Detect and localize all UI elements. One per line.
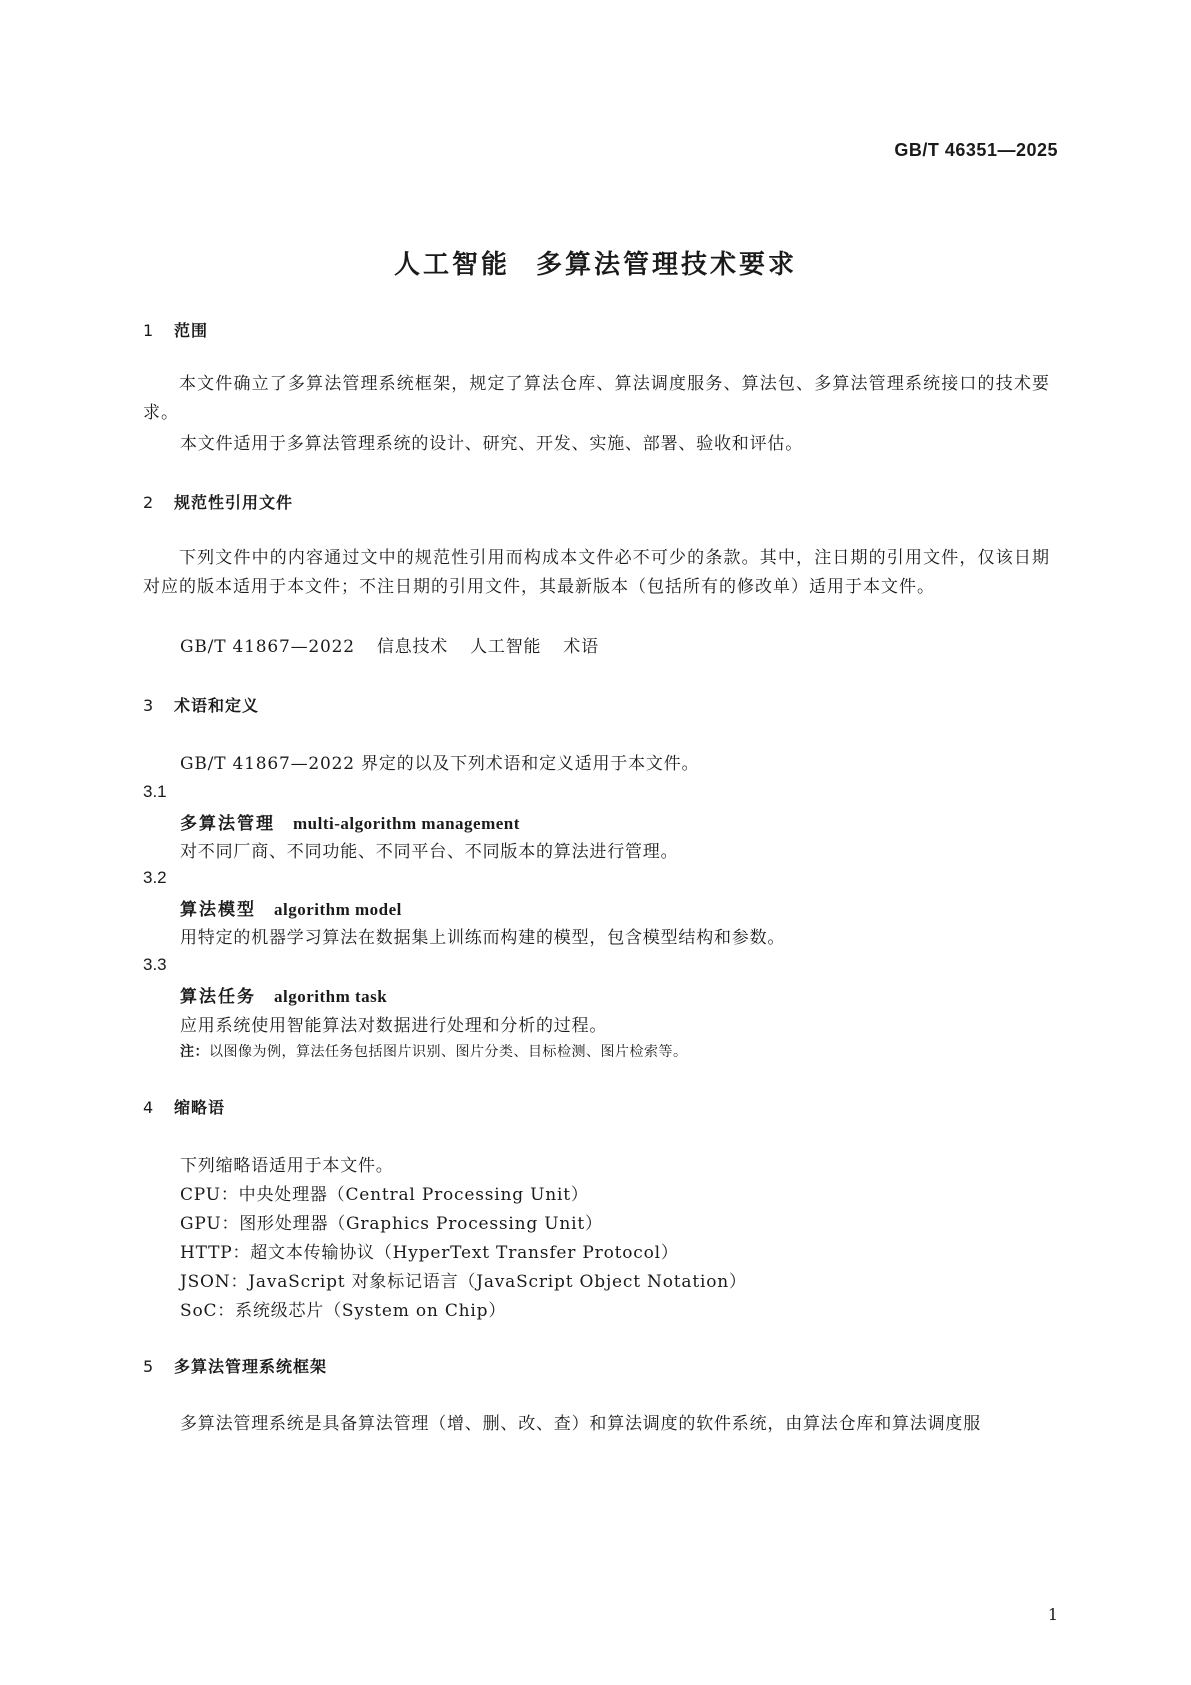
section-heading-1 — [143, 318, 208, 341]
reference-title-b: 人工智能 — [470, 637, 542, 657]
term-chinese: 多算法管理 — [180, 814, 275, 834]
term-heading — [180, 809, 520, 834]
term-english: algorithm model — [274, 900, 402, 919]
framework-paragraph: 多算法管理系统是具备算法管理（增、删、改、查）和算法调度的软件系统，由算法仓库和算法调度服 — [180, 1414, 981, 1434]
reference-code: GB/T 41867—2022 — [180, 637, 355, 657]
abbreviations-intro: 下列缩略语适用于本文件。 — [180, 1156, 394, 1176]
document-title — [0, 244, 1191, 281]
section-number: 4 — [143, 1098, 155, 1117]
terms-intro: GB/T 41867—2022 界定的以及下列术语和定义适用于本文件。 — [180, 754, 700, 774]
abbreviation-item: HTTP：超文本传输协议（HyperText Transfer Protocol） — [180, 1243, 679, 1263]
term-heading — [180, 895, 402, 920]
document-code: GB/T 46351—2025 — [894, 140, 1058, 160]
normative-reference — [180, 632, 599, 657]
section-title: 多算法管理系统框架 — [174, 1357, 328, 1376]
section-title: 术语和定义 — [174, 696, 260, 715]
section-heading-5 — [143, 1354, 327, 1377]
normative-paragraph: 下列文件中的内容通过文中的规范性引用而构成本文件必不可少的条款。其中，注日期的引用文件，仅该日期对应的版本适用于本文件；不注日期的引用文件，其最新版本（包括所有的修改单）适用于本文件。 — [143, 548, 1050, 597]
note-text: 以图像为例，算法任务包括图片识别、图片分类、目标检测、图片检索等。 — [209, 1044, 688, 1060]
abbreviation-item: CPU：中央处理器（Central Processing Unit） — [180, 1185, 589, 1205]
section-title: 范围 — [174, 321, 209, 340]
note-label: 注： — [180, 1044, 209, 1060]
term-definition: 应用系统使用智能算法对数据进行处理和分析的过程。 — [180, 1016, 608, 1036]
page-number: 1 — [1047, 1605, 1058, 1624]
abbreviation-item: JSON：JavaScript 对象标记语言（JavaScript Object Notation） — [180, 1272, 747, 1292]
section-number: 3 — [143, 696, 155, 715]
title-part-2: 多算法管理技术要求 — [536, 250, 798, 280]
section-number: 1 — [143, 321, 155, 340]
abbreviation-item: SoC：系统级芯片（System on Chip） — [180, 1301, 507, 1321]
section-number: 2 — [143, 493, 155, 512]
term-number: 3.1 — [143, 782, 167, 801]
section-title: 缩略语 — [174, 1098, 226, 1117]
section-number: 5 — [143, 1357, 155, 1376]
term-chinese: 算法任务 — [180, 987, 256, 1007]
scope-paragraph-2: 本文件适用于多算法管理系统的设计、研究、开发、实施、部署、验收和评估。 — [180, 434, 803, 454]
term-english: multi-algorithm management — [293, 814, 520, 833]
term-definition: 对不同厂商、不同功能、不同平台、不同版本的算法进行管理。 — [180, 842, 679, 862]
section-title: 规范性引用文件 — [174, 493, 294, 512]
reference-title-c: 术语 — [563, 637, 599, 657]
reference-title-a: 信息技术 — [376, 637, 449, 657]
term-definition: 用特定的机器学习算法在数据集上训练而构建的模型，包含模型结构和参数。 — [180, 928, 786, 948]
scope-paragraph-1: 本文件确立了多算法管理系统框架，规定了算法仓库、算法调度服务、算法包、多算法管理系统接口的技术要求。 — [143, 374, 1050, 423]
section-heading-3 — [143, 693, 259, 716]
term-note — [180, 1041, 688, 1061]
abbreviation-item: GPU：图形处理器（Graphics Processing Unit） — [180, 1214, 603, 1234]
section-heading-2 — [143, 490, 293, 513]
title-part-1: 人工智能 — [393, 250, 510, 280]
term-chinese: 算法模型 — [180, 900, 256, 920]
term-number: 3.3 — [143, 955, 167, 974]
term-heading — [180, 982, 387, 1007]
term-number: 3.2 — [143, 868, 167, 887]
section-heading-4 — [143, 1095, 225, 1118]
term-english: algorithm task — [274, 987, 388, 1006]
